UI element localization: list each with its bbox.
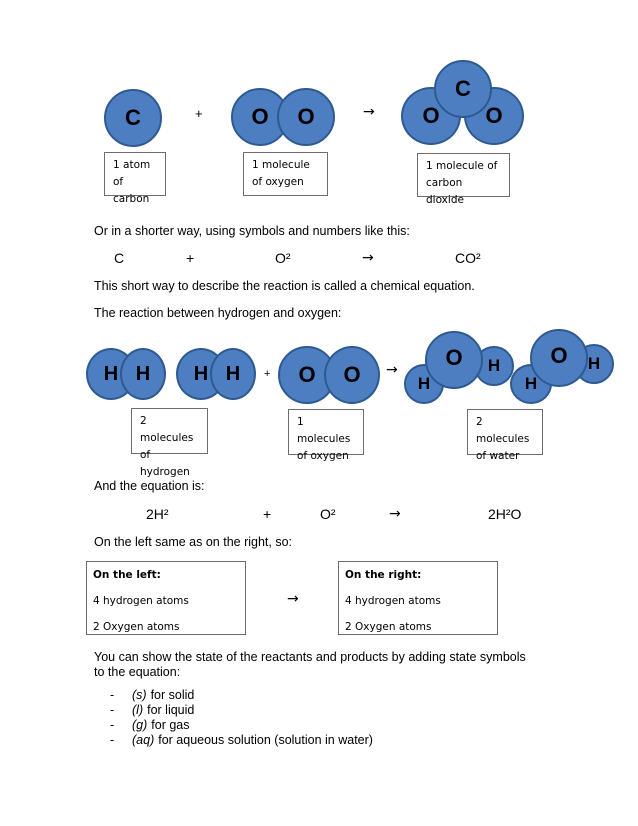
plus-sign: +	[195, 106, 203, 121]
left-table-row: 2 Oxygen atoms	[93, 621, 180, 633]
list-item: - (s) for solid	[110, 688, 195, 702]
paragraph-reaction: The reaction between hydrogen and oxygen:	[94, 306, 342, 320]
hydrogen-atom: H	[510, 364, 552, 404]
label-co2: 1 molecule of carbon dioxide	[417, 153, 510, 197]
paragraph-equation-is: And the equation is:	[94, 479, 205, 493]
arrow-icon: →	[363, 104, 375, 120]
right-table-row: 2 Oxygen atoms	[345, 621, 432, 633]
oxygen-atom: O	[530, 329, 588, 387]
hydrogen-atom: H	[176, 348, 226, 400]
hydrogen-atom: H	[574, 344, 614, 384]
list-item: - (aq) for aqueous solution (solution in water)	[110, 733, 373, 747]
label-oxygen: 1 molecule of oxygen	[243, 152, 328, 196]
arrow-icon: →	[362, 250, 374, 266]
oxygen-atom: O	[278, 346, 336, 404]
eq-2h2o: 2H²O	[488, 506, 522, 522]
state-symbol-list	[110, 688, 373, 748]
label-carbon: 1 atom of carbon	[104, 152, 166, 196]
carbon-atom: C	[434, 60, 492, 118]
list-item: - (g) for gas	[110, 718, 190, 732]
hydrogen-atom: H	[210, 348, 256, 400]
oxygen-atom: O	[464, 87, 524, 145]
oxygen-atom: O	[401, 87, 461, 145]
paragraph-state-symbols: You can show the state of the reactants and products by adding state symbols to the equation:	[94, 650, 526, 679]
eq-plus: +	[263, 506, 272, 522]
left-table	[86, 561, 246, 635]
oxygen-atom: O	[277, 88, 335, 146]
oxygen-atom: O	[425, 331, 483, 389]
oxygen-atom: O	[324, 346, 380, 404]
label-water: 2 molecules of water	[467, 409, 543, 455]
plus-sign: +	[264, 368, 271, 380]
label-hydrogen: 2 molecules of hydrogen	[131, 408, 208, 454]
hydrogen-atom: H	[86, 348, 136, 400]
left-table-row: 4 hydrogen atoms	[93, 595, 189, 607]
right-table-title: On the right:	[345, 569, 422, 581]
oxygen-atom: O	[231, 88, 289, 146]
hydrogen-atom: H	[474, 346, 514, 386]
arrow-icon: →	[287, 591, 299, 607]
eq-c: C	[114, 250, 125, 266]
arrow-icon: →	[389, 506, 401, 522]
paragraph-left-right: On the left same as on the right, so:	[94, 535, 293, 549]
arrow-icon: →	[386, 362, 398, 378]
carbon-atom: C	[104, 89, 162, 147]
right-table	[338, 561, 498, 635]
list-item: - (l) for liquid	[110, 703, 195, 717]
paragraph-called: This short way to describe the reaction is called a chemical equation.	[94, 279, 475, 293]
eq-co2: CO²	[455, 250, 481, 266]
label-oxygen-2: 1 molecules of oxygen	[288, 409, 364, 455]
hydrogen-atom: H	[120, 348, 166, 400]
eq-2h2: 2H²	[146, 506, 169, 522]
right-table-row: 4 hydrogen atoms	[345, 595, 441, 607]
paragraph-shorter: Or in a shorter way, using symbols and numbers like this:	[94, 224, 410, 238]
left-table-title: On the left:	[93, 569, 161, 581]
eq-o2: O²	[320, 506, 336, 522]
hydrogen-atom: H	[404, 364, 444, 404]
eq-plus: +	[186, 250, 195, 266]
eq-o2: O²	[275, 250, 291, 266]
